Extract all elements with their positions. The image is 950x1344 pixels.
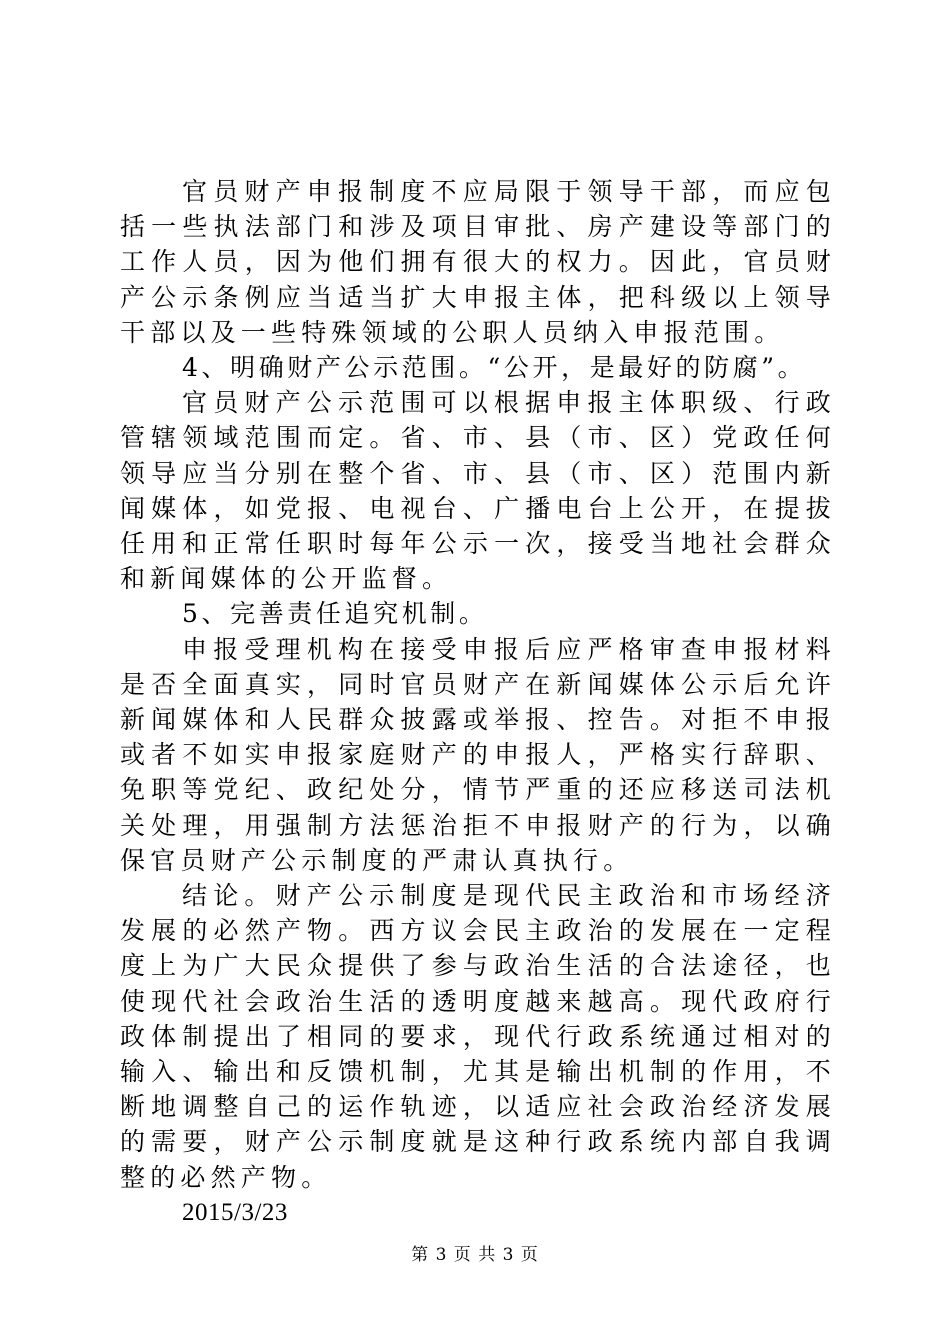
section-heading-accountability: 5、完善责任追究机制。	[182, 599, 488, 629]
document-date: 2015/3/23	[182, 1198, 288, 1226]
page-number-footer: 第 3 页 共 3 页	[411, 1245, 539, 1265]
paragraph-conclusion: 结论。财产公示制度是现代民主政治和市场经济发展的必然产物。西方议会民主政治的发展在一定程度上为广大民众提供了参与政治生活的合法途径，也使现代社会政治生活的透明度越来越高。现代政府行政体制提出了相同的要求，现代行政系统通过相对的输入、输出和反馈机制，尤其是输出机制的作用，不断地调整自己的运作轨迹，以适应社会政治经济发展的需要，财产公示制度就是这种行政系统内部自我调整的必然产物。	[120, 881, 836, 1192]
paragraph-accountability: 申报受理机构在接受申报后应严格审查申报材料是否全面真实，同时官员财产在新闻媒体公示后允许新闻媒体和人民群众披露或举报、控告。对拒不申报或者不如实申报家庭财产的申报人，严格实行辞职、免职等党纪、政纪处分，情节严重的还应移送司法机关处理，用强制方法惩治拒不申报财产的行为，以确保官员财产公示制度的严肃认真执行。	[120, 634, 836, 875]
paragraph-declaration-scope: 官员财产申报制度不应局限于领导干部，而应包括一些执法部门和涉及项目审批、房产建设等部门的工作人员，因为他们拥有很大的权力。因此，官员财产公示条例应当适当扩大申报主体，把科级以上领导干部以及一些特殊领域的公职人员纳入申报范围。	[120, 177, 836, 347]
section-heading-disclosure-scope: 4、明确财产公示范围。“公开，是最好的防腐”。	[182, 353, 807, 383]
document-body	[120, 174, 836, 1230]
paragraph-disclosure-scope: 官员财产公示范围可以根据申报主体职级、行政管辖领域范围而定。省、市、县（市、区）党政任何领导应当分别在整个省、市、县（市、区）范围内新闻媒体，如党报、电视台、广播电台上公开，在提拔任用和正常任职时每年公示一次，接受当地社会群众和新闻媒体的公开监督。	[120, 388, 836, 594]
